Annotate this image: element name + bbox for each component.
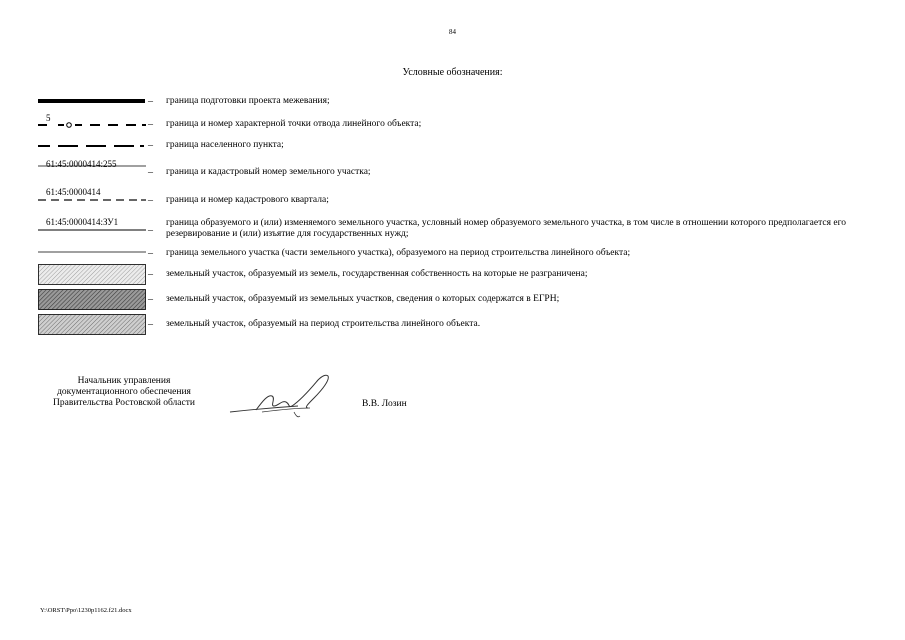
legend-title: Условные обозначения: <box>402 67 503 78</box>
legend-dash: – <box>148 195 153 206</box>
legend-dash: – <box>148 294 153 305</box>
dash-point-symbol <box>38 116 146 132</box>
legend-dash: – <box>148 319 153 330</box>
legend-row-project-boundary <box>38 96 868 108</box>
legend-desc: граница и кадастровый номер земельного участка; <box>166 167 371 177</box>
parcel-number-label: 61:45:0000414:255 <box>46 159 117 169</box>
legend-desc: земельный участок, образуемый на период строительства линейного объекта. <box>166 319 481 329</box>
legend-row-state-land-parcel <box>38 264 868 286</box>
legend-dash: – <box>148 269 153 280</box>
signatory-name: В.В. Лозин <box>362 399 407 409</box>
legend-row-new-parcel-boundary <box>38 215 868 241</box>
legend-desc: земельный участок, образуемый из земельных участков, сведения о которых содержатся в ЕГРН; <box>166 294 560 304</box>
page-number: 84 <box>449 28 456 36</box>
legend-dash: – <box>148 248 153 259</box>
quarter-number-label: 61:45:0000414 <box>46 187 101 197</box>
legend-dash: – <box>148 96 153 107</box>
new-parcel-number-label: 61:45:0000414:ЗУ1 <box>46 217 119 227</box>
legend-row-egrn-parcel <box>38 289 868 311</box>
legend-desc: граница населенного пункта; <box>166 140 284 150</box>
legend-row-point-boundary <box>38 113 868 132</box>
position-line: Правительства Ростовской области <box>53 398 195 408</box>
legend-row-temporary-boundary <box>38 248 868 260</box>
legend-desc: земельный участок, образуемый из земель, государственная собственность на которые не разграничена; <box>166 269 588 279</box>
hatch-dark-swatch <box>38 289 146 311</box>
position-line: документационного обеспечения <box>57 387 191 397</box>
handwritten-signature <box>228 372 338 422</box>
legend-dash: – <box>148 119 153 130</box>
legend-dash: – <box>148 140 153 151</box>
thin-line-symbol <box>38 248 146 260</box>
legend-dash: – <box>148 167 153 178</box>
long-dash-symbol <box>38 140 146 152</box>
legend-dash: – <box>148 225 153 236</box>
thick-line-symbol <box>38 96 146 108</box>
legend-desc: граница земельного участка (части земельного участка), образуемого на период строительства линейного объекта; <box>166 248 631 258</box>
legend-desc: граница образуемого и (или) изменяемого земельного участка, условный номер образуемого земельного участка, в том числе в отношении которого предполагается его резервирование и (или) изъятие для государственных нужд; <box>166 218 846 239</box>
legend-row-temporary-parcel <box>38 314 868 336</box>
file-path-footer: Y:\ORST\Ppo\1230p1162.f21.docx <box>40 607 132 614</box>
hatch-light-swatch <box>38 264 146 286</box>
legend-row-quarter-boundary <box>38 186 868 208</box>
position-line: Начальник управления <box>77 376 171 386</box>
legend-row-settlement-boundary <box>38 140 868 152</box>
point-number-label: 5 <box>46 113 51 123</box>
legend-desc: граница подготовки проекта межевания; <box>166 96 330 106</box>
legend-desc: граница и номер характерной точки отвода линейного объекта; <box>166 119 422 129</box>
legend-desc: граница и номер кадастрового квартала; <box>166 195 329 205</box>
hatch-medium-swatch <box>38 314 146 336</box>
legend-row-parcel-boundary <box>38 159 868 179</box>
signatory-position <box>40 376 208 409</box>
